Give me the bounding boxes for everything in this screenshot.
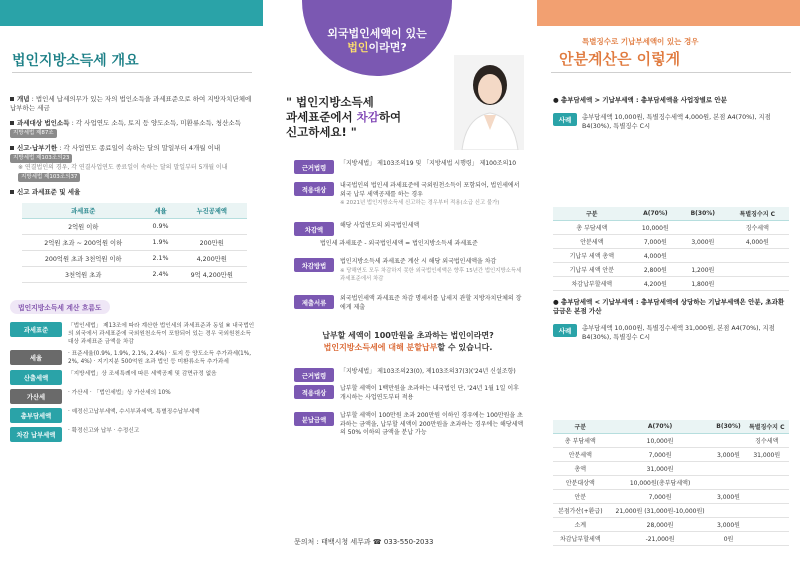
law-tag: 지방세법 제87조 [10,129,57,138]
bubble-text: 이라면? [368,41,407,54]
table-cell: 징수세액 [726,221,789,235]
table-row [553,221,789,235]
info-label: 근거법령 [294,368,334,382]
table-cell [680,249,726,263]
overview-content [10,95,255,283]
flow-text: · 표준세율(0.9%, 1.9%, 2.1%, 2.4%) · 토지 등 양도소득 추가과세(1%, 2%, 4%) · 지기지분 500억원 초과 법인 등 미환류소득 추가과세 [68,351,252,365]
table-row [553,434,789,448]
info-row-documents [294,295,526,312]
table-cell [745,476,790,490]
table-row [553,448,789,462]
headline [286,95,454,140]
info-row-deduct [294,222,526,236]
table-header: 특별징수지 C [745,420,790,434]
table-header: B(30%) [713,420,745,434]
bullet-icon [10,146,14,150]
info-row-law [294,160,526,174]
formula-text: 법인세 과세표준 - 외국법인세액 = 법인지방소득세 과세표준 [320,240,478,247]
table-cell [726,249,789,263]
law-tag: 지방세법 제103조의37 [18,173,80,182]
table-header: 세율 [144,203,176,219]
table-cell: 31,000원 [745,448,790,462]
rate-title: 신고 과세표준 및 세율 [17,188,81,196]
title-divider [551,72,791,73]
table-header: 구분 [553,420,608,434]
bullet-concept [10,95,255,113]
table-cell [713,462,745,476]
info-text: 「지방세법」 제103조의23(0), 제103조의37(3)('24년 신설조항) [340,368,516,375]
flow-text: · 예정신고납부세액, 수시부과세액, 특별징수납부세액 [68,409,200,415]
table-cell: 9억 4,200만원 [177,267,247,283]
info-row-law-2 [294,368,526,382]
model-photo [454,55,524,150]
flow-step [10,408,255,423]
table-cell: 28,000원 [608,518,713,532]
table-cell [713,504,745,518]
info-row-formula [314,240,546,249]
flow-title: 법인지방소득세 계산 흐름도 [10,300,110,314]
info-text: 외국법인세액 과세표준 차감 명세서를 납세지 관할 지방자치단체의 장에게 제출 [340,295,522,311]
info-row-method [294,258,526,284]
bullet-target [10,119,255,138]
info-label: 제출서류 [294,295,334,309]
table-header: 특별징수지 C [726,207,789,221]
installment-text: 할 수 있습니다. [437,343,493,352]
flow-label: 세율 [10,350,62,365]
table-cell: 안분세액 [553,448,608,462]
case1-title: ● 총부담세액 > 기납부세액 : 총부담세액을 사업장별로 안분 [553,96,727,104]
table-cell: 200만원 [177,235,247,251]
table-cell: 21,000원 (31,000원-10,000원) [608,504,713,518]
info-label: 분납금액 [294,412,334,426]
table-row [22,219,247,235]
table-cell [745,518,790,532]
flow-text: · 가산세 · 「법인세법」상 가산세의 10% [68,390,171,396]
table-row [22,251,247,267]
table-cell: 안분 [553,490,608,504]
example-label: 사례 [553,113,577,126]
table-cell: 총 부담세액 [553,221,631,235]
panel1-title: 법인지방소득세 개요 [12,53,139,69]
example-label: 사례 [553,324,577,337]
table-row [553,249,789,263]
panel-foreign-tax [268,0,532,576]
bullet-text: : 각 사업연도 종료일이 속하는 달의 말일부터 4개월 이내 [57,144,221,152]
headline-line: 과세표준에서 [286,110,357,124]
table-cell: 2,800원 [631,263,680,277]
table-row [553,277,789,291]
flow-label: 산출세액 [10,370,62,385]
table-row [553,235,789,249]
table-cell: 1,200원 [680,263,726,277]
table-cell: 1,800원 [680,277,726,291]
info-text: 법인지방소득세 과세표준 계산 시 해당 외국법인세액을 차감 [340,258,497,265]
table-header: 구분 [553,207,631,221]
bubble-text: 이 있는 [391,27,427,40]
teal-top-bar [0,0,263,26]
table-cell: 4,200만원 [177,251,247,267]
example-text: 총부담세액 10,000원, 특별징수세액 4,000원, 본점 A4(70%), 지점 B4(30%), 특별징수 C시 [582,114,771,130]
table-cell: 3,000원 [713,518,745,532]
table-cell [726,277,789,291]
table-cell: 안분대상액 [553,476,608,490]
bullet-icon [10,97,14,101]
table-cell: 징수세액 [745,434,790,448]
bullet-deadline [10,144,255,182]
bullet-note: ※ 연결법인의 경우, 각 연결사업연도 종료일이 속하는 달의 말일부터 5개월 이내 [18,164,228,171]
flow-label: 차감 납부세액 [10,427,62,442]
table-cell: 1.9% [144,235,176,251]
case2-title: ● 총부담세액 < 기납부세액 : 총부담세액에 상당하는 기납부세액은 안분, 초과환급금은 본점 가산 [553,298,785,315]
flow-text: 「법인세법」 제13조에 따라 계산한 법인세의 과세표준과 동일 ※ 내국법인의 외국에서 과세표준에 국외원천소득이 포함되어 있는 경우 국외원천소득 대상 과세표준 금액을 차감 [68,323,255,345]
info-row-target-2 [294,385,526,402]
headline-highlight: 차감 [356,110,379,124]
info-text: 납부할 세액이 100만원 초과 200만원 이하인 경우에는 100만원을 초과하는 금액을, 납부할 세액이 200만원을 초과하는 경우에는 해당세액의 50% 이하의 금액을 분납 가능 [340,412,524,436]
table-cell: 0원 [713,532,745,546]
table-cell [745,504,790,518]
info-note: ※ 당해연도 모두 차감하지 못한 외국법인세액은 향후 15년간 법인지방소득세 과세표준에서 차감 [340,267,522,282]
table-cell: 31,000원 [608,462,713,476]
case2-example [553,324,789,342]
table-header: 누진공제액 [177,203,247,219]
rate-section-title [10,188,255,197]
table-cell: 4,200원 [631,277,680,291]
installment-title [290,330,526,354]
table-row [553,518,789,532]
table-cell: 4,000원 [726,235,789,249]
panel-apportion [537,0,800,576]
bubble-highlight: 법인 [347,41,369,54]
table-cell [177,219,247,235]
title-divider [12,72,252,73]
info-label: 적용대상 [294,182,334,196]
installment-question: 납부할 세액이 100만원을 초과하는 법인이라면? [322,331,494,340]
flow-label: 과세표준 [10,322,62,337]
table-row [553,504,789,518]
info-label: 근거법령 [294,160,334,174]
info-text: 「지방세법」 제103조의19 및 「지방세법 시행령」 제100조의10 [340,160,517,167]
table-cell [745,462,790,476]
info-label: 차감방법 [294,258,334,272]
info-note: ※ 2021년 법인지방소득세 신고하는 경우부터 적용(소급 신고 불가) [340,200,500,206]
table-cell: 3,000원 [713,490,745,504]
table-cell: 총 부담세액 [553,434,608,448]
info-row-amount [294,412,526,438]
installment-highlight: 분할납부 [406,343,438,352]
table-row [553,263,789,277]
table-cell: 3,000원 [713,448,745,462]
table-cell: 3,000원 [680,235,726,249]
table-cell: 본점가산(+환급) [553,504,608,518]
panel-overview [0,0,263,576]
table-cell: 10,000원 [608,434,713,448]
table-cell: 차감납부할세액 [553,532,608,546]
installment-highlight: 법인지방소득세에 대해 [323,343,407,352]
table-cell: 7,000원 [608,490,713,504]
flow-step [10,427,255,442]
table-cell: 총액 [553,462,608,476]
example-text: 총부담세액 10,000원, 특별징수세액 31,000원, 본점 A4(70%), 지점 B4(30%), 특별징수 C시 [582,325,775,341]
flow-step [10,389,255,404]
bullet-icon [10,190,14,194]
table-row [553,476,789,490]
table-cell: 10,000원 [631,221,680,235]
info-row-target [294,182,526,208]
info-text: 해당 사업연도의 외국법인세액 [340,222,420,229]
table-row [22,267,247,283]
orange-top-bar [537,0,800,26]
table-cell [680,221,726,235]
table-cell: 소계 [553,518,608,532]
table-header: A(70%) [631,207,680,221]
table-cell: 2.1% [144,251,176,267]
flow-chart [10,322,255,446]
contact-info: 문의처 : 태백시청 세무과 ☎ 033-550-2033 [294,538,434,546]
bullet-label: 신고·납부기한 [17,144,58,152]
table-row [553,532,789,546]
panel3-title: 안분계산은 이렇게 [559,50,681,68]
bullet-text: : 각 사업연도 소득, 토지 등 양도소득, 미환류소득, 청산소득 [69,119,241,127]
table-cell: 7,000원 [608,448,713,462]
flow-step [10,322,255,346]
info-text: 납부할 세액이 1백만원을 초과하는 내국법인 단, '24년 1월 1일 이후 개시하는 사업연도부터 적용 [340,385,519,401]
table-cell: 10,000원(총부담세액) [608,476,713,490]
table-cell: 안분세액 [553,235,631,249]
table-cell: 2억원 초과 ~ 200억원 이하 [22,235,144,251]
table-cell [745,532,790,546]
table-cell [726,263,789,277]
table-cell [713,476,745,490]
table-cell: 200억원 초과 3천억원 이하 [22,251,144,267]
flow-step [10,370,255,385]
table-cell: 2.4% [144,267,176,283]
bullet-icon [10,121,14,125]
table-cell: 3천억원 초과 [22,267,144,283]
bullet-label: 과세대상 법인소득 [17,119,70,127]
law-tag: 지방세법 제103조의23 [10,154,72,163]
flow-text: 「지방세법」상 조세특례에 따른 세액공제 및 감면규정 없음 [68,371,217,377]
table-cell: 4,000원 [631,249,680,263]
table-row [22,235,247,251]
bubble-text: 외국법인세액 [327,27,392,40]
table-cell: 기납부 세액 안분 [553,263,631,277]
table-header: 과세표준 [22,203,144,219]
flow-label: 총부담세액 [10,408,62,423]
headline-line: 하여 [378,110,402,124]
info-text: 내국법인의 법인세 과세표준에 국외원천소득이 포함되어, 법인세에서 외국 납부 세액공제를 하는 경우 [340,182,520,198]
table-row [553,462,789,476]
case1-example [553,113,789,131]
table-cell [713,434,745,448]
info-label: 적용대상 [294,385,334,399]
table-cell: -21,000원 [608,532,713,546]
table-cell: 차감납부할세액 [553,277,631,291]
flow-label: 가산세 [10,389,62,404]
flow-step [10,350,255,366]
table-cell: 2억원 이하 [22,219,144,235]
headline-line: " 법인지방소득세 [286,95,374,109]
bullet-text: : 법인세 납세의무가 있는 자의 법인소득을 과세표준으로 하여 지방자치단체에 납부하는 세금 [10,95,252,112]
table-row [553,490,789,504]
table-cell: 0.9% [144,219,176,235]
panel3-pretitle: 특별징수로 기납부세액이 있는 경우 [582,37,699,46]
case1-table [553,207,789,291]
question-bubble [302,0,452,76]
headline-line: 신고하세요! " [286,125,357,139]
table-cell: 기납부 세액 총액 [553,249,631,263]
case2-table [553,420,789,546]
table-header: B(30%) [680,207,726,221]
table-cell: 7,000원 [631,235,680,249]
bullet-label: 개념 [17,95,30,103]
rate-table [22,203,247,283]
info-label: 차감액 [294,222,334,236]
table-cell [745,490,790,504]
flow-text: · 확정신고와 납부 · 수정신고 [68,428,140,434]
table-header: A(70%) [608,420,713,434]
